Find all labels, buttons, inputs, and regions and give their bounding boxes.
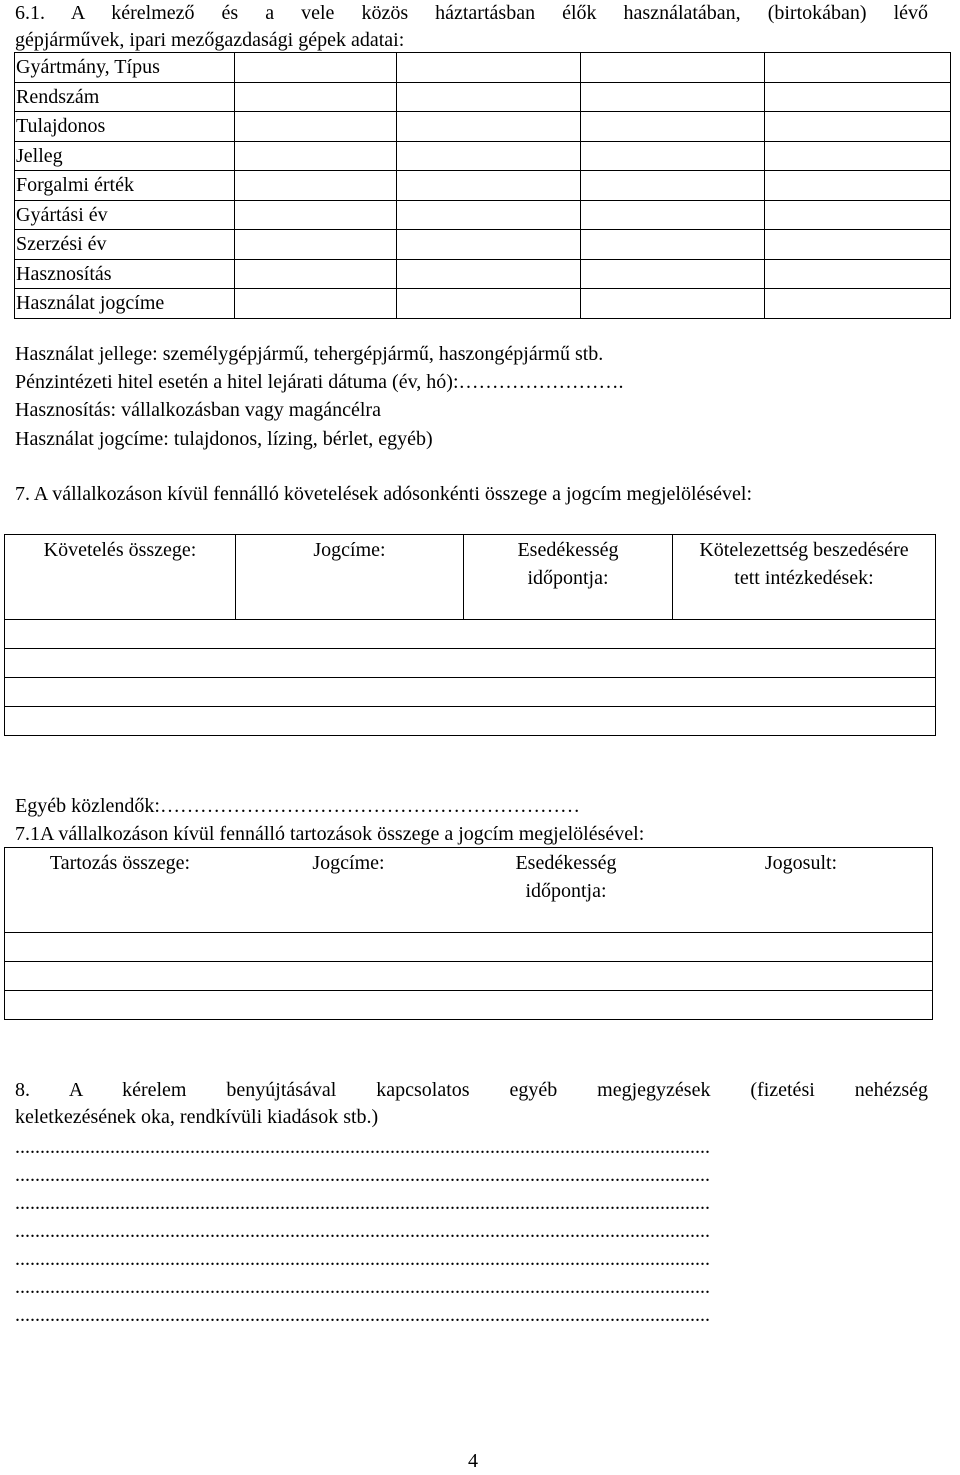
vehicle-cell[interactable] bbox=[581, 230, 765, 260]
table-row bbox=[5, 991, 933, 1020]
vehicle-row-label: Tulajdonos bbox=[15, 112, 235, 142]
vehicle-row bbox=[15, 141, 951, 171]
vehicle-row bbox=[15, 230, 951, 260]
dotted-line: ........................................................................................................................................... bbox=[15, 1248, 710, 1270]
section-7-1-heading: 7.1A vállalkozáson kívül fennálló tartozások összege a jogcím megjelölésével: bbox=[15, 823, 645, 845]
vehicle-cell[interactable] bbox=[581, 141, 765, 171]
vehicle-cell[interactable] bbox=[581, 171, 765, 201]
vehicle-cell[interactable] bbox=[765, 141, 951, 171]
table-row bbox=[5, 649, 936, 678]
table-row bbox=[5, 678, 936, 707]
vehicle-row bbox=[15, 171, 951, 201]
vehicle-cell[interactable] bbox=[235, 171, 397, 201]
section-8-line2: keletkezésének oka, rendkívüli kiadások stb.) bbox=[15, 1106, 379, 1128]
vehicle-cell[interactable] bbox=[397, 200, 581, 230]
vehicle-cell[interactable] bbox=[765, 53, 951, 83]
vehicle-cell[interactable] bbox=[235, 82, 397, 112]
page-number: 4 bbox=[468, 1450, 478, 1472]
other-notes: Egyéb közlendők:……………………………………………………… bbox=[15, 795, 580, 817]
debts-col-amount: Tartozás összege: bbox=[5, 848, 236, 933]
vehicle-row bbox=[15, 289, 951, 319]
receivables-col-due: Esedékesség időpontja: bbox=[464, 535, 673, 620]
debts-col-creditor: Jogosult: bbox=[670, 848, 933, 933]
section-8-line1: 8. A kérelem benyújtásával kapcsolatos egyéb megjegyzések (fizetési nehézség bbox=[15, 1079, 928, 1101]
vehicle-cell[interactable] bbox=[581, 259, 765, 289]
vehicle-row bbox=[15, 112, 951, 142]
vehicle-cell[interactable] bbox=[397, 259, 581, 289]
table-row bbox=[5, 933, 933, 962]
note-loan-date: Pénzintézeti hitel esetén a hitel lejárati dátuma (év, hó):……………………. bbox=[15, 371, 624, 393]
vehicle-cell[interactable] bbox=[235, 259, 397, 289]
vehicle-row-label: Jelleg bbox=[15, 141, 235, 171]
vehicle-cell[interactable] bbox=[235, 230, 397, 260]
vehicle-row-label: Gyártmány, Típus bbox=[15, 53, 235, 83]
vehicle-cell[interactable] bbox=[581, 289, 765, 319]
vehicle-cell[interactable] bbox=[581, 112, 765, 142]
receivables-table bbox=[4, 534, 936, 736]
table-row bbox=[5, 707, 936, 736]
vehicle-cell[interactable] bbox=[397, 171, 581, 201]
vehicle-cell[interactable] bbox=[235, 53, 397, 83]
note-usage-type: Használat jellege: személygépjármű, tehergépjármű, haszongépjármű stb. bbox=[15, 343, 604, 365]
vehicle-cell[interactable] bbox=[765, 112, 951, 142]
section-7-heading: 7. A vállalkozáson kívül fennálló követelések adósonkénti összege a jogcím megjelölésével: bbox=[15, 483, 753, 505]
dotted-line: ........................................................................................................................................... bbox=[15, 1220, 710, 1242]
table-row bbox=[5, 962, 933, 991]
vehicle-cell[interactable] bbox=[397, 53, 581, 83]
table-row bbox=[5, 620, 936, 649]
vehicle-cell[interactable] bbox=[397, 112, 581, 142]
vehicle-row-label: Szerzési év bbox=[15, 230, 235, 260]
receivables-col-actions: Kötelezettség beszedésére tett intézkedések: bbox=[673, 535, 936, 620]
vehicle-cell[interactable] bbox=[581, 82, 765, 112]
vehicle-cell[interactable] bbox=[235, 200, 397, 230]
vehicle-cell[interactable] bbox=[397, 141, 581, 171]
vehicle-cell[interactable] bbox=[397, 289, 581, 319]
receivables-col-basis: Jogcíme: bbox=[236, 535, 464, 620]
vehicle-row bbox=[15, 82, 951, 112]
section-6-1-heading-line1: 6.1. A kérelmező és a vele közös háztartásban élők használatában, (birtokában) lévő bbox=[15, 2, 928, 24]
vehicle-row-label: Rendszám bbox=[15, 82, 235, 112]
vehicle-cell[interactable] bbox=[765, 259, 951, 289]
vehicle-cell[interactable] bbox=[581, 200, 765, 230]
dotted-line: ........................................................................................................................................... bbox=[15, 1304, 710, 1326]
debts-col-due: Esedékesség időpontja: bbox=[462, 848, 670, 933]
vehicle-row bbox=[15, 259, 951, 289]
vehicle-row-label: Forgalmi érték bbox=[15, 171, 235, 201]
vehicle-row-label: Gyártási év bbox=[15, 200, 235, 230]
vehicle-cell[interactable] bbox=[765, 171, 951, 201]
vehicle-cell[interactable] bbox=[765, 200, 951, 230]
section-8-text bbox=[15, 1077, 928, 1131]
receivables-col-amount: Követelés összege: bbox=[5, 535, 236, 620]
vehicle-cell[interactable] bbox=[765, 82, 951, 112]
section-6-1-heading bbox=[15, 0, 928, 54]
note-utilization: Hasznosítás: vállalkozásban vagy magáncélra bbox=[15, 399, 381, 421]
vehicle-row bbox=[15, 53, 951, 83]
vehicle-cell[interactable] bbox=[397, 230, 581, 260]
vehicle-cell[interactable] bbox=[235, 141, 397, 171]
vehicle-cell[interactable] bbox=[235, 289, 397, 319]
vehicle-row-label: Hasznosítás bbox=[15, 259, 235, 289]
dotted-line: ........................................................................................................................................... bbox=[15, 1192, 710, 1214]
dotted-line: ........................................................................................................................................... bbox=[15, 1276, 710, 1298]
debts-table bbox=[4, 847, 933, 1020]
vehicle-cell[interactable] bbox=[235, 112, 397, 142]
vehicle-row-label: Használat jogcíme bbox=[15, 289, 235, 319]
section-6-1-heading-line2: gépjárművek, ipari mezőgazdasági gépek adatai: bbox=[15, 29, 405, 51]
vehicle-cell[interactable] bbox=[765, 289, 951, 319]
vehicle-row bbox=[15, 200, 951, 230]
dotted-line: ........................................................................................................................................... bbox=[15, 1164, 710, 1186]
vehicle-table bbox=[14, 52, 951, 319]
note-legal-basis: Használat jogcíme: tulajdonos, lízing, bérlet, egyéb) bbox=[15, 428, 433, 450]
vehicle-cell[interactable] bbox=[581, 53, 765, 83]
vehicle-cell[interactable] bbox=[765, 230, 951, 260]
debts-col-basis: Jogcíme: bbox=[235, 848, 462, 933]
dotted-line: ........................................................................................................................................... bbox=[15, 1136, 710, 1158]
vehicle-cell[interactable] bbox=[397, 82, 581, 112]
